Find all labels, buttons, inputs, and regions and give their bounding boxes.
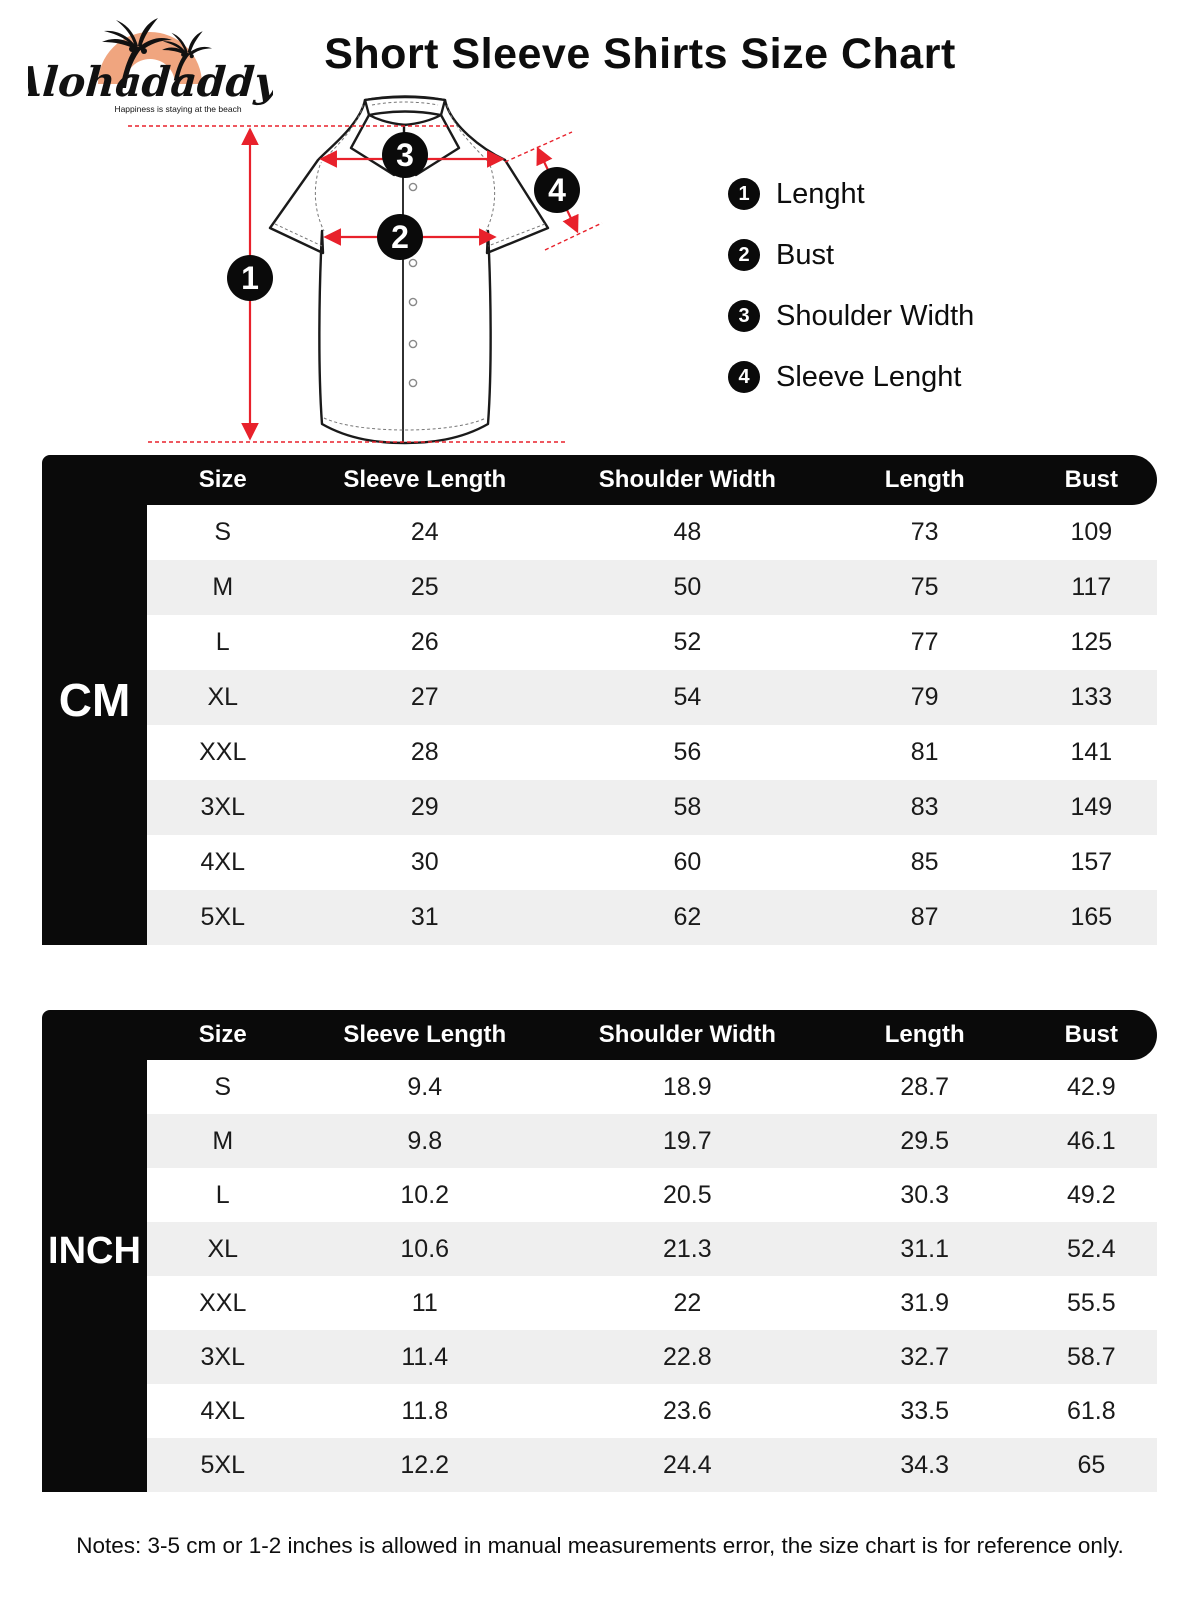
size-table-row — [147, 780, 1157, 835]
size-table-cell: 60 — [673, 848, 702, 876]
brand-tagline: Happiness is staying at the beach — [114, 104, 242, 114]
column-header: Sleeve Length — [343, 1021, 507, 1048]
size-table-cell: XL — [207, 1234, 239, 1263]
marker-1: 1 — [241, 260, 259, 296]
size-table-cell: 42.9 — [1067, 1072, 1116, 1101]
size-table-cell: 27 — [410, 683, 439, 711]
size-table-cell: 87 — [910, 903, 939, 931]
legend-item-length — [728, 178, 974, 210]
size-table-cell: 5XL — [200, 903, 245, 931]
size-table-cell: L — [215, 1180, 230, 1209]
size-table-cell: 52 — [673, 628, 702, 656]
legend-label: Lenght — [776, 177, 865, 210]
size-table-row — [147, 725, 1157, 780]
size-table-row — [147, 1330, 1157, 1384]
size-table-cell: 10.6 — [400, 1234, 450, 1263]
size-table-cell: 29 — [410, 793, 439, 821]
size-table-cell: S — [214, 518, 232, 546]
size-table-cell: 125 — [1070, 628, 1113, 656]
size-table-cell: 9.4 — [407, 1072, 443, 1101]
shirt-diagram-svg — [110, 85, 630, 455]
column-header: Shoulder Width — [598, 466, 776, 493]
column-header: Shoulder Width — [598, 1021, 776, 1048]
size-table-row — [147, 890, 1157, 945]
size-table-cell: 20.5 — [663, 1180, 712, 1209]
legend-item-shoulder-width — [728, 300, 974, 332]
size-table-row — [147, 670, 1157, 725]
size-table-cell: 56 — [673, 738, 702, 766]
notes-text: Notes: 3-5 cm or 1-2 inches is allowed in manual measurements error, the size chart is for reference only. — [76, 1533, 1124, 1558]
size-table-row — [147, 1438, 1157, 1492]
size-table-row — [147, 835, 1157, 890]
legend-label: Bust — [776, 238, 835, 271]
size-table-cell: 9.8 — [407, 1126, 443, 1155]
size-table-cell: 33.5 — [900, 1396, 950, 1425]
size-table-cell: 31.1 — [900, 1234, 950, 1263]
size-table-cell: 24.4 — [663, 1450, 712, 1479]
size-table-cell: 4XL — [200, 1396, 245, 1425]
column-header: Sleeve Length — [343, 466, 507, 493]
size-table-cell: 54 — [673, 683, 702, 711]
size-table-cell: 32.7 — [900, 1342, 950, 1371]
size-table-cell: 46.1 — [1067, 1126, 1116, 1155]
size-table-cell: 18.9 — [663, 1072, 712, 1101]
legend-number-2-icon: 2 — [728, 239, 760, 271]
size-table-cell: 85 — [910, 848, 939, 876]
size-table-cell: 141 — [1070, 738, 1113, 766]
marker-3: 3 — [396, 137, 414, 173]
size-table-cell: 11.8 — [401, 1396, 449, 1425]
size-table-cell: XXL — [199, 738, 247, 766]
size-table-cell: 62 — [673, 903, 702, 931]
size-table-row — [147, 1276, 1157, 1330]
size-table-cell: 23.6 — [663, 1396, 712, 1425]
marker-4: 4 — [548, 172, 566, 208]
size-table-cell: 58 — [673, 793, 702, 821]
size-table-cell: 19.7 — [663, 1126, 712, 1155]
size-table-row — [147, 505, 1157, 560]
size-table-cell: 117 — [1071, 573, 1112, 601]
size-table-cell: XXL — [199, 1288, 247, 1317]
size-table-row — [147, 560, 1157, 615]
size-table-row — [147, 1060, 1157, 1114]
legend-number-1-icon: 1 — [728, 178, 760, 210]
brand-name: Alohadaddy — [28, 57, 273, 106]
size-table-cell: 79 — [910, 683, 939, 711]
column-header: Length — [884, 1021, 965, 1048]
size-table-cell: 22.8 — [663, 1342, 712, 1371]
size-table-cell: 21.3 — [663, 1234, 712, 1263]
inch-size-table — [147, 1010, 1157, 1492]
legend-item-sleeve-length — [728, 361, 974, 393]
size-table-cell: 28.7 — [900, 1072, 950, 1101]
legend-label: Shoulder Width — [776, 299, 975, 332]
size-table-cell: 165 — [1070, 903, 1113, 931]
column-header: Bust — [1064, 466, 1119, 493]
size-table-cell: 5XL — [200, 1450, 245, 1479]
size-table-cell: 77 — [910, 628, 939, 656]
size-table-cell: 157 — [1070, 848, 1113, 876]
unit-label-inch: INCH — [42, 1010, 147, 1492]
inch-table-header-row — [147, 1010, 1157, 1060]
size-table-cell: 31 — [410, 903, 439, 931]
size-table-cell: 22 — [673, 1288, 702, 1317]
size-table-cell: 83 — [910, 793, 939, 821]
cm-size-table-section — [42, 455, 1157, 945]
size-table-cell: 75 — [910, 573, 939, 601]
legend-number-3-icon: 3 — [728, 300, 760, 332]
size-table-cell: 26 — [410, 628, 439, 656]
size-table-cell: 49.2 — [1067, 1180, 1116, 1209]
size-table-row — [147, 1168, 1157, 1222]
size-table-cell: 11.4 — [401, 1342, 449, 1371]
size-table-cell: 11 — [411, 1288, 438, 1317]
size-table-cell: 3XL — [200, 793, 245, 821]
column-header: Length — [884, 466, 965, 493]
size-table-cell: 29.5 — [900, 1126, 950, 1155]
marker-2: 2 — [391, 219, 409, 255]
size-table-cell: L — [215, 628, 230, 656]
size-table-cell: 73 — [910, 518, 939, 546]
size-table-cell: 65 — [1077, 1450, 1106, 1479]
inch-size-table-section — [42, 1010, 1157, 1492]
size-table-cell: 30 — [410, 848, 439, 876]
size-table-row — [147, 1114, 1157, 1168]
unit-label-cm: CM — [42, 455, 147, 945]
size-table-cell: 48 — [673, 518, 702, 546]
size-table-cell: 81 — [910, 738, 939, 766]
legend-item-bust — [728, 239, 974, 271]
size-table-cell: 55.5 — [1067, 1288, 1116, 1317]
legend-label: Sleeve Lenght — [776, 360, 962, 393]
size-table-cell: M — [212, 573, 234, 601]
size-table-cell: 149 — [1070, 793, 1113, 821]
column-header: Size — [198, 1021, 247, 1048]
size-table-cell: 30.3 — [900, 1180, 950, 1209]
shirt-measurement-diagram — [110, 85, 630, 455]
legend-number-4-icon: 4 — [728, 361, 760, 393]
size-table-cell: 3XL — [200, 1342, 245, 1371]
column-header: Size — [198, 466, 247, 493]
size-table-cell: 109 — [1070, 518, 1113, 546]
size-table-cell: 61.8 — [1067, 1396, 1116, 1425]
size-table-cell: S — [214, 1072, 232, 1101]
size-table-row — [147, 615, 1157, 670]
size-table-cell: 24 — [410, 518, 439, 546]
size-table-cell: 12.2 — [400, 1450, 450, 1479]
size-table-cell: 34.3 — [900, 1450, 950, 1479]
size-table-cell: 28 — [410, 738, 439, 766]
column-header: Bust — [1064, 1021, 1119, 1048]
size-table-cell: 31.9 — [900, 1288, 950, 1317]
cm-table-header-row — [147, 455, 1157, 505]
size-table-cell: 50 — [673, 573, 702, 601]
size-table-cell: XL — [207, 683, 239, 711]
size-table-cell: 133 — [1070, 683, 1113, 711]
size-table-cell: 25 — [410, 573, 439, 601]
size-table-cell: M — [212, 1126, 234, 1155]
size-table-cell: 58.7 — [1067, 1342, 1116, 1371]
size-table-cell: 4XL — [200, 848, 245, 876]
size-table-cell: 52.4 — [1067, 1234, 1116, 1263]
size-table-row — [147, 1222, 1157, 1276]
size-table-cell: 10.2 — [400, 1180, 450, 1209]
measurement-legend — [728, 178, 974, 422]
size-table-row — [147, 1384, 1157, 1438]
page-title: Short Sleeve Shirts Size Chart — [324, 30, 956, 78]
cm-size-table — [147, 455, 1157, 945]
